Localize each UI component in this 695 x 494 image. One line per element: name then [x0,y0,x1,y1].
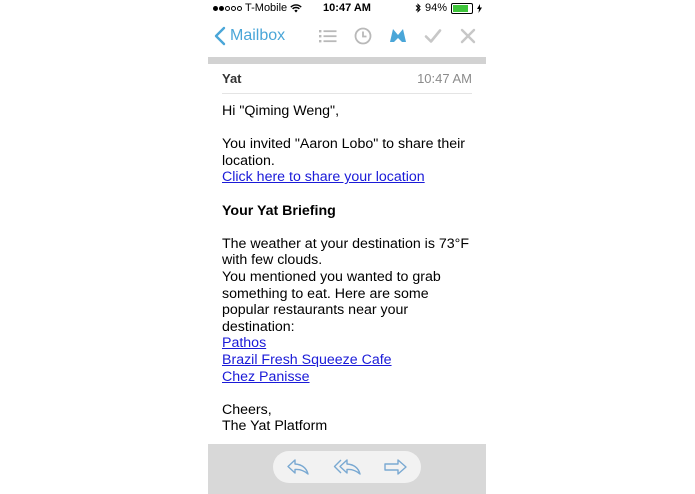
sender-name: Yat [222,71,242,86]
bluetooth-icon [415,3,421,13]
reply-actions [273,451,421,483]
signoff: Cheers, [222,401,272,418]
battery-percent: 94% [424,2,447,14]
nav-divider [208,57,486,64]
close-icon[interactable] [458,26,478,46]
share-location-link[interactable]: Click here to share your location [222,169,425,186]
status-bar [208,0,486,17]
forward-icon[interactable] [382,457,410,477]
nav-bar [208,17,486,57]
status-time: 10:47 AM [323,2,371,14]
reply-all-icon[interactable] [333,457,361,477]
action-toolbar [208,444,486,494]
charging-icon [477,4,482,13]
carrier-name: T-Mobile [245,2,288,14]
nav-actions [318,26,478,46]
weather-text: The weather at your destination is 73°F with few clouds. [222,235,469,269]
signature: The Yat Platform [222,418,328,435]
food-text: You mentioned you wanted to grab something to eat. Here are some popular restaurants near your destination: [222,268,441,335]
signoff-paragraph [222,402,474,435]
briefing-paragraph [222,236,474,385]
back-label: Mailbox [230,27,286,44]
restaurant-link-pathos[interactable]: Pathos [222,335,267,352]
list-icon[interactable] [318,26,338,46]
phone-screen [208,0,486,494]
reply-icon[interactable] [284,457,312,477]
invite-paragraph [222,136,474,186]
mailbox-icon[interactable] [388,26,408,46]
status-right [415,2,482,14]
battery-icon [451,3,473,14]
greeting: Hi "Qiming Weng", [222,103,340,119]
email-header [222,68,472,94]
invite-text: You invited "Aaron Lobo" to share their location. [222,136,466,169]
restaurant-link-chez-panisse[interactable]: Chez Panisse [222,368,310,385]
back-button[interactable] [214,26,285,46]
email-time: 10:47 AM [417,71,472,86]
restaurant-link-brazil-fresh[interactable]: Brazil Fresh Squeeze Cafe [222,351,392,368]
email-body [222,103,474,451]
clock-icon[interactable] [353,26,373,46]
chevron-left-icon [214,26,226,46]
briefing-heading: Your Yat Briefing [222,202,336,219]
checkmark-icon[interactable] [423,26,443,46]
